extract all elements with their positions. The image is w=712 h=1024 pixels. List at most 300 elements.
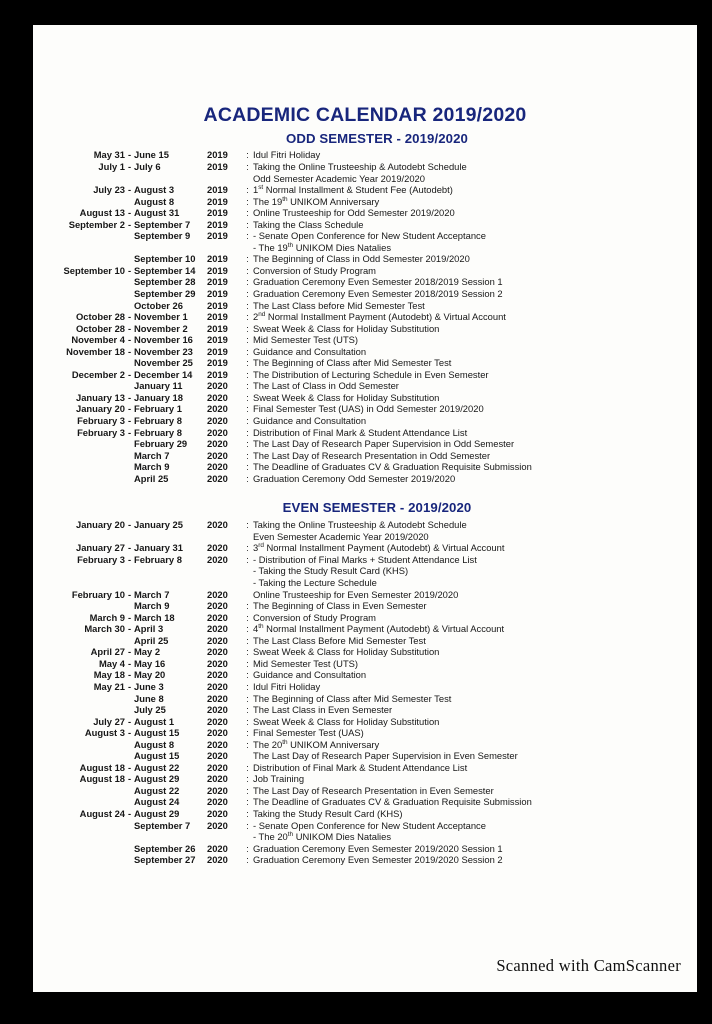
start-date-cell: May 31 — [93, 149, 125, 161]
description-line: Taking the Study Result Card (KHS) — [253, 807, 403, 819]
start-date-cell — [33, 635, 125, 647]
start-date-cell — [33, 461, 125, 473]
end-date-cell: August 22 — [134, 784, 180, 796]
description-cell — [253, 854, 697, 866]
table-row — [33, 346, 697, 358]
description-cell — [253, 762, 697, 774]
start-date-cell: October 28 — [76, 311, 125, 323]
table-row — [33, 230, 697, 253]
description-line: Sweat Week & Class for Holiday Substitution — [253, 391, 440, 403]
start-date-cell: August 18 — [79, 761, 125, 773]
end-date-cell: May 16 — [134, 657, 166, 669]
date-range-dash — [125, 196, 134, 208]
start-date-cell — [33, 796, 125, 808]
calendar-table — [33, 519, 697, 865]
colon-separator: : — [246, 854, 249, 866]
end-date-cell: June 3 — [134, 680, 164, 692]
year-cell: 2020 — [207, 807, 228, 819]
table-row — [33, 149, 697, 161]
year-cell: 2019 — [207, 195, 228, 207]
start-date-cell — [33, 843, 125, 855]
table-row — [33, 519, 697, 542]
description-line: Conversion of Study Program — [253, 264, 376, 276]
start-date-cell — [33, 820, 125, 843]
description-line: The 19th UNIKOM Anniversary — [253, 195, 380, 207]
description-line: Graduation Ceremony Odd Semester 2019/2020 — [253, 472, 456, 484]
colon-separator: : — [246, 657, 249, 669]
end-date-cell: January 11 — [134, 380, 183, 392]
camscanner-watermark: Scanned with CamScanner — [496, 956, 681, 975]
date-range-dash: - — [127, 322, 132, 334]
start-date-cell — [33, 300, 125, 312]
date-range-dash — [125, 739, 134, 751]
description-cell — [253, 612, 697, 624]
end-date-cell: March 7 — [134, 449, 170, 461]
colon-separator: : — [246, 184, 249, 196]
year-cell: 2020 — [207, 449, 228, 461]
date-range-dash: - — [127, 680, 132, 692]
start-date-cell: September 10 — [63, 264, 125, 276]
year-cell: 2020 — [207, 842, 228, 854]
year-cell: 2020 — [207, 380, 228, 392]
description-cell — [253, 450, 697, 462]
description-cell — [253, 346, 697, 358]
date-range-dash — [125, 230, 134, 253]
end-date-cell: September 28 — [134, 276, 196, 288]
table-row — [33, 716, 697, 728]
colon-separator: : — [246, 380, 249, 392]
description-line: - Distribution of Final Marks + Student Attendance List — [253, 553, 477, 565]
description-cell — [253, 681, 697, 693]
date-range-dash: - — [127, 184, 132, 196]
scanned-page — [33, 25, 697, 992]
year-cell: 2020 — [207, 553, 228, 565]
date-range-dash — [125, 843, 134, 855]
year-cell: 2020 — [207, 415, 228, 427]
description-line: Guidance and Consultation — [253, 669, 367, 681]
year-cell: 2019 — [207, 345, 228, 357]
end-date-cell: August 8 — [134, 738, 175, 750]
table-row — [33, 704, 697, 716]
table-row — [33, 843, 697, 855]
end-date-cell: September 29 — [134, 288, 196, 299]
start-date-cell: February 3 — [77, 426, 125, 438]
colon-separator: : — [246, 311, 249, 323]
description-line: The Last of Class in Odd Semester — [253, 380, 399, 392]
date-range-dash — [125, 704, 134, 716]
end-date-cell: August 24 — [134, 796, 180, 808]
colon-separator: : — [246, 230, 249, 242]
year-cell: 2019 — [207, 207, 228, 219]
date-range-dash — [125, 854, 134, 866]
end-date-cell: February 8 — [134, 426, 182, 438]
description-subline: Odd Semester Academic Year 2019/2020 — [253, 172, 425, 184]
year-cell: 2019 — [207, 264, 228, 276]
description-line: 4th Normal Installment Payment (Autodebt) & Virtual Account — [253, 623, 505, 635]
description-cell — [253, 669, 697, 681]
start-date-cell: January 13 — [76, 391, 125, 403]
year-cell: 2020 — [207, 600, 228, 612]
year-cell: 2020 — [207, 623, 228, 635]
year-cell: 2020 — [207, 426, 228, 438]
description-cell — [253, 207, 697, 219]
year-cell: 2020 — [207, 784, 228, 796]
date-range-dash: - — [127, 657, 132, 669]
calendar-sections — [33, 126, 697, 865]
start-date-cell: May 21 — [93, 680, 125, 692]
date-range-dash: - — [127, 311, 132, 323]
description-line: Graduation Ceremony Even Semester 2019/2020 Session 2 — [253, 854, 503, 866]
colon-separator: : — [246, 773, 249, 785]
description-cell — [253, 658, 697, 670]
calendar-table — [33, 149, 697, 484]
table-row — [33, 473, 697, 485]
table-row — [33, 785, 697, 797]
description-line: - Senate Open Conference for New Student Acceptance — [253, 230, 486, 242]
description-cell — [253, 808, 697, 820]
colon-separator: : — [246, 611, 249, 623]
end-date-cell: July 6 — [134, 160, 161, 172]
year-cell: 2020 — [207, 750, 228, 762]
start-date-cell: November 4 — [71, 334, 125, 346]
table-row — [33, 461, 697, 473]
colon-separator: : — [246, 391, 249, 403]
description-line: The Distribution of Lecturing Schedule in Even Semester — [253, 368, 489, 380]
date-range-dash — [125, 473, 134, 485]
description-cell — [253, 646, 697, 658]
end-date-cell: August 22 — [134, 761, 180, 773]
colon-separator — [242, 589, 253, 601]
colon-separator: : — [246, 704, 249, 716]
table-row — [33, 658, 697, 670]
colon-separator: : — [246, 542, 249, 554]
colon-separator: : — [246, 680, 249, 692]
date-range-dash: - — [127, 218, 132, 230]
colon-separator — [242, 750, 253, 762]
colon-separator: : — [246, 796, 249, 808]
colon-separator: : — [246, 623, 249, 635]
description-line: Sweat Week & Class for Holiday Substitution — [253, 715, 440, 727]
description-cell — [253, 438, 697, 450]
table-row — [33, 450, 697, 462]
table-row — [33, 820, 697, 843]
date-range-dash — [125, 357, 134, 369]
description-cell — [253, 334, 697, 346]
description-line: Mid Semester Test (UTS) — [253, 657, 359, 669]
description-line: Taking the Class Schedule — [253, 218, 364, 230]
start-date-cell: February 10 — [71, 588, 125, 600]
year-cell: 2019 — [207, 218, 228, 230]
start-date-cell: December 2 — [71, 368, 125, 380]
date-range-dash: - — [127, 807, 132, 819]
description-cell — [253, 184, 697, 196]
colon-separator: : — [246, 738, 249, 750]
colon-separator: : — [246, 600, 249, 612]
date-range-dash: - — [127, 623, 132, 635]
end-date-cell: April 3 — [134, 623, 164, 635]
colon-separator: : — [246, 288, 249, 299]
year-cell: 2020 — [207, 738, 228, 750]
table-row — [33, 681, 697, 693]
start-date-cell — [33, 357, 125, 369]
description-line: Graduation Ceremony Even Semester 2018/2019 Session 2 — [253, 288, 503, 299]
description-cell — [253, 311, 697, 323]
description-line: Guidance and Consultation — [253, 345, 367, 357]
date-range-dash: - — [127, 426, 132, 438]
date-range-dash — [125, 635, 134, 647]
end-date-cell: January 25 — [134, 519, 183, 531]
year-cell: 2020 — [207, 461, 228, 473]
table-row — [33, 161, 697, 184]
start-date-cell: July 23 — [93, 184, 125, 196]
table-row — [33, 207, 697, 219]
description-subline: - The 19th UNIKOM Dies Natalies — [253, 241, 392, 253]
date-range-dash: - — [127, 542, 132, 554]
end-date-cell: September 10 — [134, 253, 196, 265]
description-line: 1st Normal Installment & Student Fee (Autodebt) — [253, 183, 453, 196]
date-range-dash — [125, 288, 134, 300]
start-date-cell — [33, 750, 125, 762]
end-date-cell: August 15 — [134, 750, 180, 762]
end-date-cell: August 1 — [134, 715, 175, 727]
description-cell — [253, 427, 697, 439]
description-line: Mid Semester Test (UTS) — [253, 334, 359, 346]
end-date-cell: November 23 — [134, 345, 193, 357]
date-range-dash — [125, 796, 134, 808]
description-cell — [253, 403, 697, 415]
colon-separator: : — [246, 195, 249, 207]
date-range-dash — [125, 750, 134, 762]
end-date-cell: January 31 — [134, 542, 183, 554]
start-date-cell — [33, 473, 125, 485]
start-date-cell: October 28 — [76, 322, 125, 334]
date-range-dash — [125, 300, 134, 312]
colon-separator: : — [246, 264, 249, 276]
end-date-cell: August 29 — [134, 807, 180, 819]
table-row — [33, 635, 697, 647]
colon-separator: : — [246, 761, 249, 773]
colon-separator: : — [246, 692, 249, 704]
description-cell — [253, 380, 697, 392]
colon-separator: : — [246, 357, 249, 369]
description-subline: - Taking the Study Result Card (KHS) — [253, 565, 409, 577]
start-date-cell: January 27 — [76, 542, 125, 554]
end-date-cell: March 18 — [134, 611, 175, 623]
start-date-cell — [33, 288, 125, 300]
date-range-dash — [125, 461, 134, 473]
description-line: The Last Day of Research Presentation in Even Semester — [253, 784, 494, 796]
table-row — [33, 265, 697, 277]
start-date-cell: February 3 — [77, 415, 125, 427]
date-range-dash: - — [127, 345, 132, 357]
description-cell — [253, 773, 697, 785]
colon-separator: : — [246, 160, 249, 172]
date-range-dash: - — [127, 588, 132, 600]
start-date-cell: September 2 — [68, 218, 125, 230]
table-row — [33, 854, 697, 866]
date-range-dash: - — [127, 264, 132, 276]
table-row — [33, 334, 697, 346]
year-cell: 2020 — [207, 692, 228, 704]
table-row — [33, 612, 697, 624]
table-row — [33, 323, 697, 335]
year-cell: 2020 — [207, 588, 228, 600]
colon-separator: : — [246, 218, 249, 230]
start-date-cell — [33, 253, 125, 265]
table-row — [33, 357, 697, 369]
start-date-cell — [33, 380, 125, 392]
year-cell: 2020 — [207, 519, 228, 531]
description-cell — [253, 796, 697, 808]
section-heading: ODD SEMESTER - 2019/2020 — [286, 131, 468, 147]
date-range-dash: - — [127, 669, 132, 681]
end-date-cell: March 9 — [134, 600, 170, 612]
end-date-cell: May 20 — [134, 669, 166, 681]
date-range-dash: - — [127, 149, 132, 161]
start-date-cell: May 18 — [93, 669, 125, 681]
description-cell — [253, 161, 697, 184]
colon-separator: : — [246, 715, 249, 727]
description-cell — [253, 716, 697, 728]
date-range-dash: - — [127, 160, 132, 172]
table-row — [33, 796, 697, 808]
date-range-dash — [125, 785, 134, 797]
date-range-dash: - — [127, 553, 132, 565]
date-range-dash — [125, 693, 134, 705]
end-date-cell: September 27 — [134, 854, 196, 866]
table-row — [33, 276, 697, 288]
year-cell: 2020 — [207, 391, 228, 403]
description-cell — [253, 196, 697, 208]
description-line: The Beginning of Class after Mid Semester Test — [253, 357, 452, 369]
table-row — [33, 288, 697, 300]
description-subline: - The 20th UNIKOM Dies Natalies — [253, 830, 392, 843]
end-date-cell: August 15 — [134, 727, 180, 739]
year-cell: 2020 — [207, 796, 228, 808]
start-date-cell: August 18 — [79, 773, 125, 785]
description-cell — [253, 288, 697, 300]
description-cell — [253, 265, 697, 277]
description-cell — [253, 323, 697, 335]
end-date-cell: May 2 — [134, 646, 161, 658]
end-date-cell: February 8 — [134, 553, 182, 565]
date-range-dash: - — [127, 519, 132, 531]
table-row — [33, 392, 697, 404]
date-range-dash: - — [127, 727, 132, 739]
description-subline: Even Semester Academic Year 2019/2020 — [253, 530, 429, 542]
description-line: Guidance and Consultation — [253, 415, 367, 427]
year-cell: 2020 — [207, 403, 228, 415]
table-row — [33, 739, 697, 751]
description-cell — [253, 519, 697, 542]
start-date-cell — [33, 693, 125, 705]
description-cell — [253, 554, 697, 589]
colon-separator: : — [246, 276, 249, 288]
year-cell: 2020 — [207, 646, 228, 658]
end-date-cell: October 26 — [134, 299, 183, 311]
description-line: The Last Class before Mid Semester Test — [253, 299, 425, 311]
table-row — [33, 762, 697, 774]
table-row — [33, 693, 697, 705]
colon-separator: : — [246, 207, 249, 219]
colon-separator: : — [246, 449, 249, 461]
table-row — [33, 196, 697, 208]
description-cell — [253, 542, 697, 554]
year-cell: 2020 — [207, 727, 228, 739]
year-cell: 2019 — [207, 149, 228, 161]
table-row — [33, 727, 697, 739]
description-line: Distribution of Final Mark & Student Attendance List — [253, 426, 468, 438]
description-line: Taking the Online Trusteeship & Autodebt Schedule — [253, 160, 467, 172]
start-date-cell: July 27 — [93, 715, 125, 727]
end-date-cell: July 25 — [134, 704, 166, 716]
date-range-dash: - — [127, 646, 132, 658]
colon-separator: : — [246, 368, 249, 380]
table-row — [33, 646, 697, 658]
description-cell — [253, 600, 697, 612]
description-line: Job Training — [253, 773, 305, 785]
colon-separator: : — [246, 519, 249, 531]
description-cell — [253, 704, 697, 716]
colon-separator: : — [246, 334, 249, 346]
description-cell — [253, 589, 697, 601]
table-row — [33, 369, 697, 381]
date-range-dash — [125, 450, 134, 462]
date-range-dash: - — [127, 761, 132, 773]
end-date-cell: April 25 — [134, 634, 169, 646]
description-cell — [253, 415, 697, 427]
table-row — [33, 669, 697, 681]
description-cell — [253, 300, 697, 312]
date-range-dash: - — [127, 773, 132, 785]
end-date-cell: February 8 — [134, 415, 182, 427]
description-line: Sweat Week & Class for Holiday Substitution — [253, 646, 440, 658]
start-date-cell: August 3 — [84, 727, 125, 739]
year-cell: 2020 — [207, 854, 228, 866]
date-range-dash: - — [127, 415, 132, 427]
colon-separator: : — [246, 807, 249, 819]
table-row — [33, 380, 697, 392]
colon-separator: : — [246, 472, 249, 484]
description-line: Graduation Ceremony Even Semester 2019/2020 Session 1 — [253, 842, 503, 854]
description-line: - Senate Open Conference for New Student Acceptance — [253, 819, 486, 831]
description-line: The Beginning of Class in Odd Semester 2019/2020 — [253, 253, 470, 265]
description-line: The 20th UNIKOM Anniversary — [253, 738, 380, 750]
end-date-cell: August 8 — [134, 195, 175, 207]
year-cell: 2020 — [207, 542, 228, 554]
table-row — [33, 184, 697, 196]
colon-separator: : — [246, 553, 249, 565]
table-row — [33, 600, 697, 612]
start-date-cell — [33, 785, 125, 797]
description-cell — [253, 357, 697, 369]
end-date-cell: June 15 — [134, 149, 169, 161]
year-cell: 2020 — [207, 773, 228, 785]
description-cell — [253, 693, 697, 705]
colon-separator: : — [246, 345, 249, 357]
colon-separator: : — [246, 415, 249, 427]
end-date-cell: September 14 — [134, 264, 196, 276]
year-cell: 2019 — [207, 253, 228, 265]
year-cell: 2019 — [207, 357, 228, 369]
start-date-cell — [33, 438, 125, 450]
end-date-cell: June 8 — [134, 692, 164, 704]
colon-separator: : — [246, 784, 249, 796]
start-date-cell: May 4 — [98, 657, 125, 669]
start-date-cell: July 1 — [98, 160, 125, 172]
year-cell: 2020 — [207, 657, 228, 669]
date-range-dash: - — [127, 715, 132, 727]
